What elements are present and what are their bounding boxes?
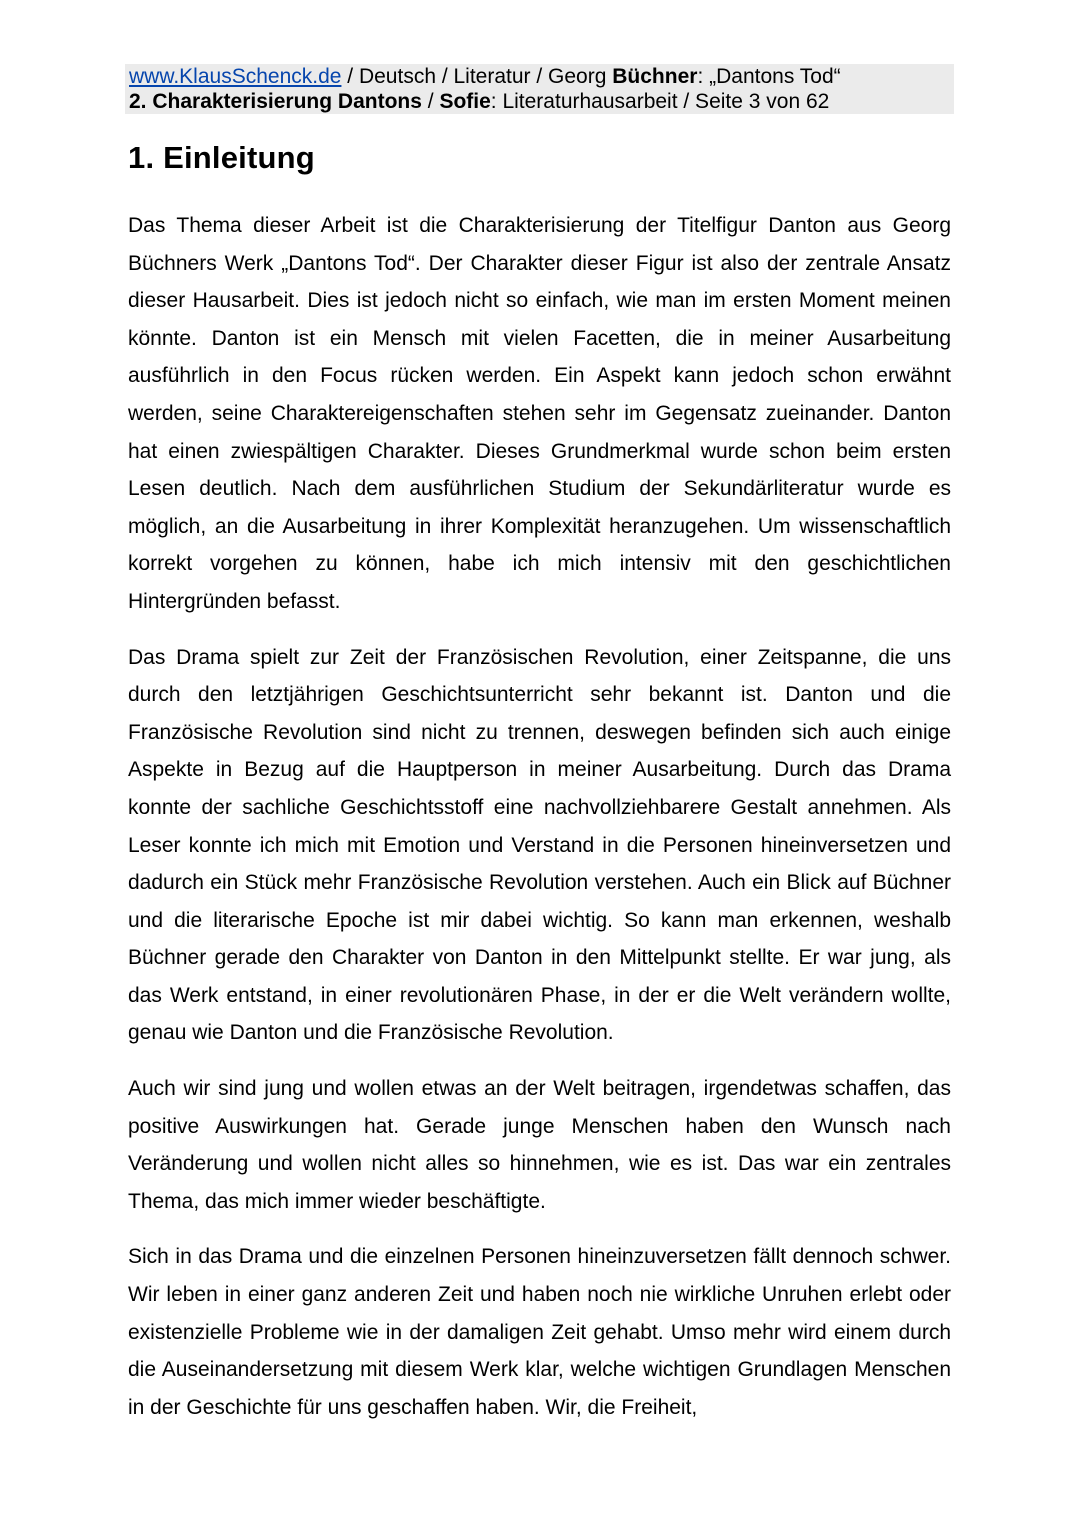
paragraph-1: Das Thema dieser Arbeit ist die Charakterisierung der Titelfigur Danton aus Georg Büchners Werk „Dantons Tod“. Der Charakter dieser Figur ist also der zentrale Ansatz dieser Hausarbeit. Dies ist jedoch nicht so einfach, wie man im ersten Moment meinen könnte. Danton ist ein Mensch mit vielen Facetten, die in meiner Ausarbeitung ausführlich in den Focus rücken werden. Ein Aspekt kann jedoch schon erwähnt werden, seine Charaktereigenschaften stehen sehr im Gegensatz zueinander. Danton hat einen zwiespältigen Charakter. Dieses Grundmerkmal wurde schon beim ersten Lesen deutlich. Nach dem ausführlichen Studium der Sekundärliteratur wurde es möglich, an die Ausarbeitung in ihrer Komplexität heranzugehen. Um wissenschaftlich korrekt vorgehen zu können, habe ich mich intensiv mit den geschichtlichen Hintergründen befasst.	[128, 214, 951, 613]
student-name: Sofie	[439, 90, 491, 113]
document-body	[128, 207, 951, 1426]
paragraph-3: Auch wir sind jung und wollen etwas an der Welt beitragen, irgendetwas schaffen, das positive Auswirkungen hat. Gerade junge Menschen haben den Wunsch nach Veränderung und wollen nicht alles so hinnehmen, wie es ist. Das war ein zentrales Thema, das mich immer wieder beschäftigte.	[128, 1077, 951, 1213]
work-title: : „Dantons Tod“	[697, 65, 841, 88]
breadcrumb-text: / Deutsch / Literatur / Georg	[341, 65, 613, 88]
site-link[interactable]: www.KlausSchenck.de	[129, 65, 342, 88]
topic-title: 2. Charakterisierung Dantons	[129, 90, 422, 113]
paragraph-4: Sich in das Drama und die einzelnen Personen hineinzuversetzen fällt dennoch schwer. Wir leben in einer ganz anderen Zeit und haben noch nie wirkliche Unruhen erlebt oder existenzielle Probleme wie in der damaligen Zeit gehabt. Umso mehr wird einem durch die Auseinandersetzung mit diesem Werk klar, welche wichtigen Grundlagen Menschen in der Geschichte für uns geschaffen haben. Wir, die Freiheit,	[128, 1245, 951, 1419]
header-line-2	[129, 89, 954, 114]
header-line-1	[129, 64, 954, 89]
section-heading: 1. Einleitung	[128, 140, 315, 175]
paragraph-2: Das Drama spielt zur Zeit der Französischen Revolution, einer Zeitspanne, die uns durch den letztjährigen Geschichtsunterricht sehr bekannt ist. Danton und die Französische Revolution sind nicht zu trennen, deswegen befinden sich auch einige Aspekte in Bezug auf die Hauptperson in meiner Ausarbeitung. Durch das Drama konnte der sachliche Geschichtsstoff eine nachvollziehbarere Gestalt annehmen. Als Leser konnte ich mich mit Emotion und Verstand in die Personen hineinversetzen und dadurch ein Stück mehr Französische Revolution verstehen. Auch ein Blick auf Büchner und die literarische Epoche ist mir dabei wichtig. So kann man erkennen, weshalb Büchner gerade den Charakter von Danton in den Mittelpunkt stellte. Er war jung, als das Werk entstand, in einer revolutionären Phase, in der er die Welt verändern wollte, genau wie Danton und die Französische Revolution.	[128, 645, 951, 1045]
page-info: : Literaturhausarbeit / Seite 3 von 62	[490, 90, 830, 113]
header-separator: /	[421, 90, 440, 113]
page-header	[125, 64, 954, 114]
author-name: Büchner	[612, 65, 698, 88]
